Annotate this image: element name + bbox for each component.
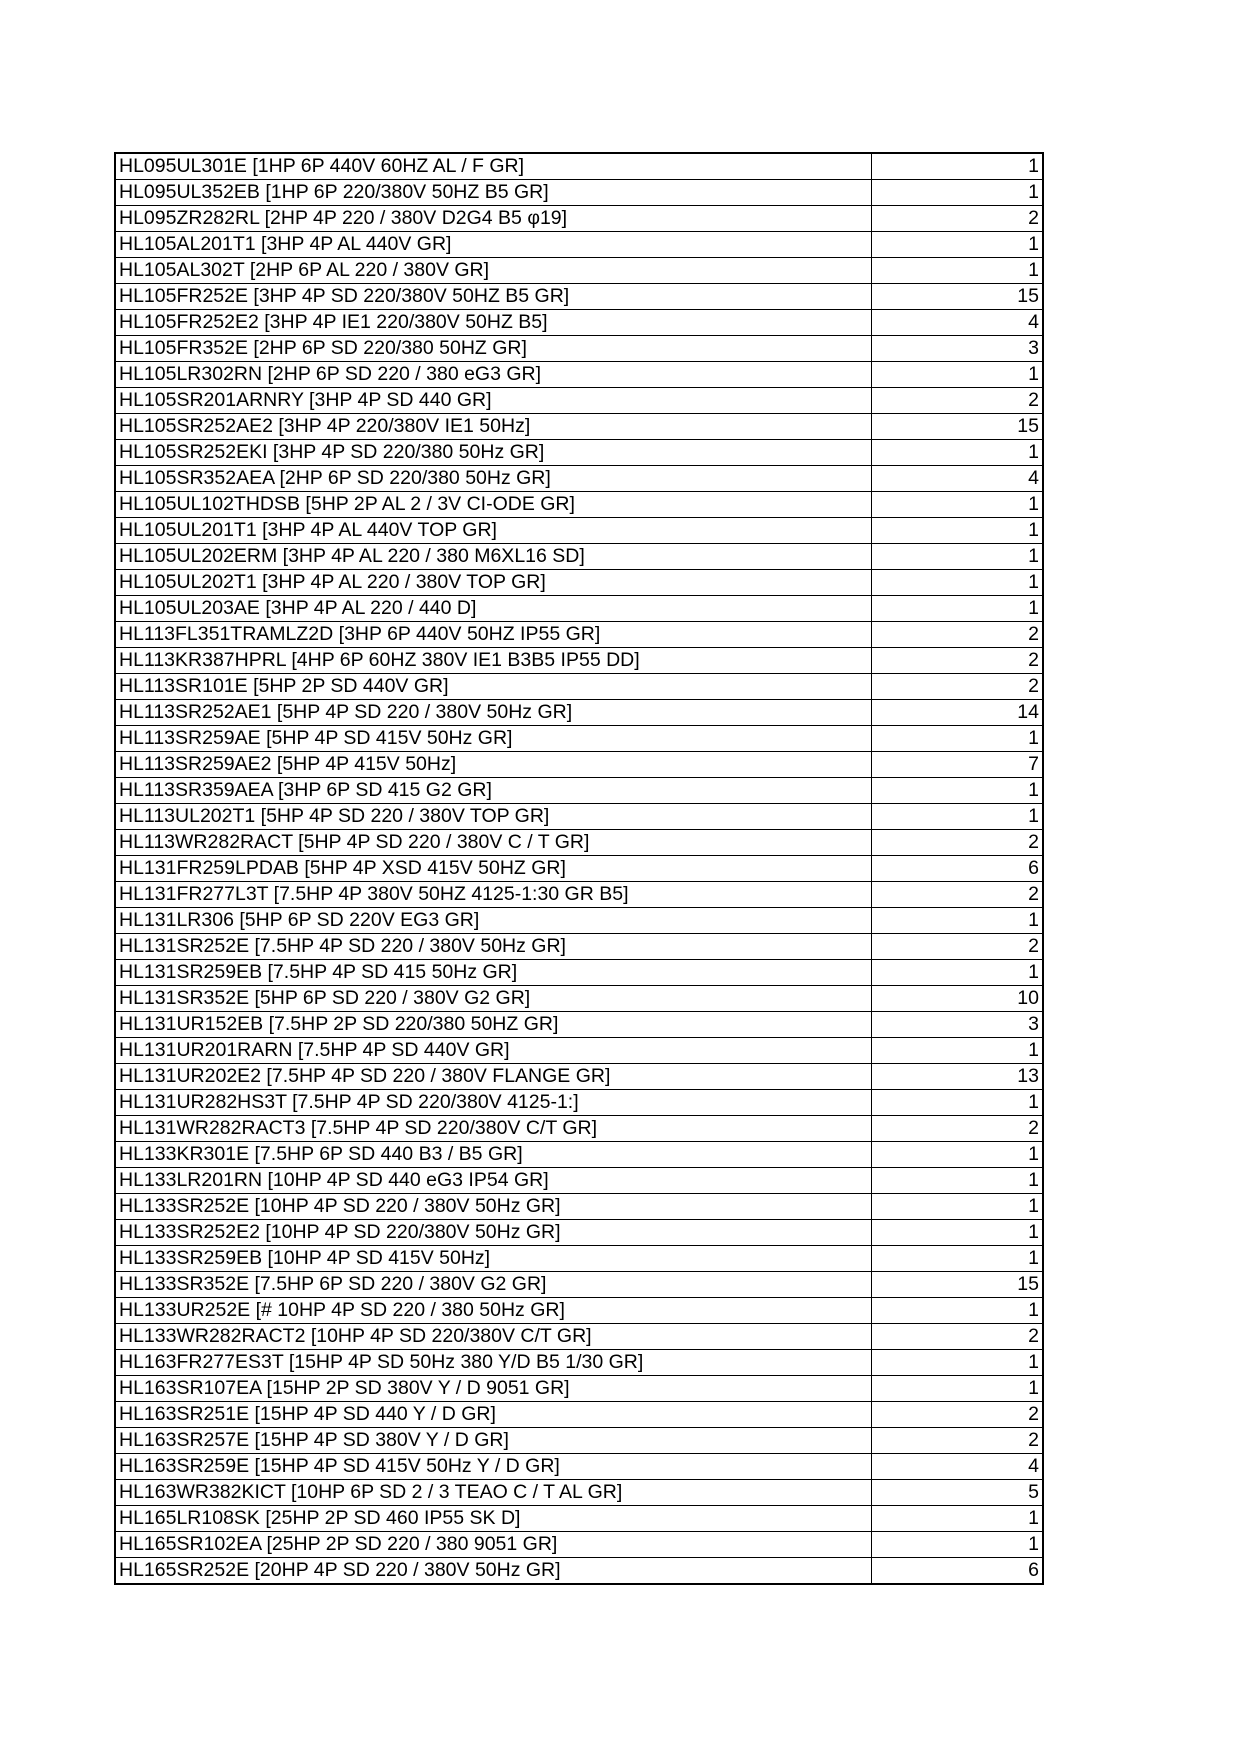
item-quantity: 1 xyxy=(871,518,1043,544)
item-description: HL163SR251E [15HP 4P SD 440 Y / D GR] xyxy=(115,1402,871,1428)
item-quantity: 2 xyxy=(871,1116,1043,1142)
item-quantity: 1 xyxy=(871,1038,1043,1064)
item-quantity: 2 xyxy=(871,206,1043,232)
item-quantity: 2 xyxy=(871,1402,1043,1428)
table-row xyxy=(115,908,1043,934)
table-row xyxy=(115,674,1043,700)
table-row xyxy=(115,414,1043,440)
item-quantity: 1 xyxy=(871,778,1043,804)
table-row xyxy=(115,778,1043,804)
table-row xyxy=(115,1038,1043,1064)
item-description: HL105FR252E [3HP 4P SD 220/380V 50HZ B5 GR] xyxy=(115,284,871,310)
item-quantity: 3 xyxy=(871,1012,1043,1038)
item-description: HL105AL302T [2HP 6P AL 220 / 380V GR] xyxy=(115,258,871,284)
table-row xyxy=(115,310,1043,336)
table-row xyxy=(115,518,1043,544)
item-description: HL113UL202T1 [5HP 4P SD 220 / 380V TOP GR] xyxy=(115,804,871,830)
item-quantity: 1 xyxy=(871,570,1043,596)
item-quantity: 1 xyxy=(871,362,1043,388)
table-row xyxy=(115,934,1043,960)
table-row xyxy=(115,1090,1043,1116)
item-quantity: 2 xyxy=(871,882,1043,908)
table-row xyxy=(115,622,1043,648)
item-description: HL113SR101E [5HP 2P SD 440V GR] xyxy=(115,674,871,700)
item-description: HL133WR282RACT2 [10HP 4P SD 220/380V C/T GR] xyxy=(115,1324,871,1350)
table-row xyxy=(115,726,1043,752)
table-row xyxy=(115,596,1043,622)
table-row xyxy=(115,1428,1043,1454)
item-description: HL131LR306 [5HP 6P SD 220V EG3 GR] xyxy=(115,908,871,934)
table-row xyxy=(115,466,1043,492)
table-row xyxy=(115,180,1043,206)
table-row xyxy=(115,362,1043,388)
table-row xyxy=(115,232,1043,258)
item-description: HL131UR202E2 [7.5HP 4P SD 220 / 380V FLANGE GR] xyxy=(115,1064,871,1090)
table-row xyxy=(115,1480,1043,1506)
item-description: HL113KR387HPRL [4HP 6P 60HZ 380V IE1 B3B5 IP55 DD] xyxy=(115,648,871,674)
item-quantity: 1 xyxy=(871,1298,1043,1324)
table-row xyxy=(115,856,1043,882)
item-quantity: 2 xyxy=(871,934,1043,960)
item-description: HL131SR259EB [7.5HP 4P SD 415 50Hz GR] xyxy=(115,960,871,986)
item-quantity: 1 xyxy=(871,1142,1043,1168)
item-quantity: 2 xyxy=(871,674,1043,700)
table-row xyxy=(115,1558,1043,1585)
table-row xyxy=(115,1064,1043,1090)
item-quantity: 14 xyxy=(871,700,1043,726)
item-description: HL163WR382KICT [10HP 6P SD 2 / 3 TEAO C / T AL GR] xyxy=(115,1480,871,1506)
table-row xyxy=(115,986,1043,1012)
item-quantity: 2 xyxy=(871,1428,1043,1454)
item-quantity: 4 xyxy=(871,466,1043,492)
item-quantity: 1 xyxy=(871,596,1043,622)
table-row xyxy=(115,258,1043,284)
item-quantity: 1 xyxy=(871,1220,1043,1246)
table-row xyxy=(115,1194,1043,1220)
item-description: HL131SR352E [5HP 6P SD 220 / 380V G2 GR] xyxy=(115,986,871,1012)
item-description: HL133SR259EB [10HP 4P SD 415V 50Hz] xyxy=(115,1246,871,1272)
item-description: HL131FR277L3T [7.5HP 4P 380V 50HZ 4125-1:30 GR B5] xyxy=(115,882,871,908)
table-row xyxy=(115,882,1043,908)
item-description: HL133KR301E [7.5HP 6P SD 440 B3 / B5 GR] xyxy=(115,1142,871,1168)
table-row xyxy=(115,648,1043,674)
item-description: HL163SR107EA [15HP 2P SD 380V Y / D 9051 GR] xyxy=(115,1376,871,1402)
item-quantity: 1 xyxy=(871,1090,1043,1116)
item-description: HL105UL201T1 [3HP 4P AL 440V TOP GR] xyxy=(115,518,871,544)
item-description: HL105UL102THDSB [5HP 2P AL 2 / 3V CI-ODE GR] xyxy=(115,492,871,518)
table-row xyxy=(115,336,1043,362)
table-row xyxy=(115,1506,1043,1532)
item-quantity: 15 xyxy=(871,284,1043,310)
item-quantity: 1 xyxy=(871,153,1043,180)
table-row xyxy=(115,1246,1043,1272)
item-description: HL095ZR282RL [2HP 4P 220 / 380V D2G4 B5 φ19] xyxy=(115,206,871,232)
item-description: HL163SR257E [15HP 4P SD 380V Y / D GR] xyxy=(115,1428,871,1454)
table-row xyxy=(115,440,1043,466)
table-row xyxy=(115,1272,1043,1298)
item-description: HL133SR352E [7.5HP 6P SD 220 / 380V G2 GR] xyxy=(115,1272,871,1298)
item-quantity: 4 xyxy=(871,310,1043,336)
item-description: HL133LR201RN [10HP 4P SD 440 eG3 IP54 GR] xyxy=(115,1168,871,1194)
table-row xyxy=(115,1454,1043,1480)
table-row xyxy=(115,1116,1043,1142)
item-description: HL165SR102EA [25HP 2P SD 220 / 380 9051 GR] xyxy=(115,1532,871,1558)
item-quantity: 1 xyxy=(871,804,1043,830)
table-row xyxy=(115,1532,1043,1558)
item-quantity: 3 xyxy=(871,336,1043,362)
inventory-table xyxy=(114,152,1044,1585)
item-quantity: 2 xyxy=(871,622,1043,648)
item-quantity: 1 xyxy=(871,232,1043,258)
table-row xyxy=(115,1142,1043,1168)
table-row xyxy=(115,388,1043,414)
item-quantity: 1 xyxy=(871,1376,1043,1402)
item-quantity: 1 xyxy=(871,440,1043,466)
item-description: HL105FR252E2 [3HP 4P IE1 220/380V 50HZ B5] xyxy=(115,310,871,336)
item-quantity: 1 xyxy=(871,1350,1043,1376)
item-description: HL105UL202ERM [3HP 4P AL 220 / 380 M6XL16 SD] xyxy=(115,544,871,570)
item-description: HL131UR152EB [7.5HP 2P SD 220/380 50HZ GR] xyxy=(115,1012,871,1038)
item-description: HL133SR252E [10HP 4P SD 220 / 380V 50Hz GR] xyxy=(115,1194,871,1220)
item-description: HL133UR252E [# 10HP 4P SD 220 / 380 50Hz GR] xyxy=(115,1298,871,1324)
item-quantity: 13 xyxy=(871,1064,1043,1090)
item-quantity: 6 xyxy=(871,1558,1043,1585)
item-quantity: 1 xyxy=(871,1194,1043,1220)
item-description: HL105SR252EKI [3HP 4P SD 220/380 50Hz GR] xyxy=(115,440,871,466)
table-row xyxy=(115,700,1043,726)
table-row xyxy=(115,804,1043,830)
item-description: HL131UR282HS3T [7.5HP 4P SD 220/380V 4125-1:] xyxy=(115,1090,871,1116)
item-description: HL131SR252E [7.5HP 4P SD 220 / 380V 50Hz GR] xyxy=(115,934,871,960)
item-description: HL113SR252AE1 [5HP 4P SD 220 / 380V 50Hz GR] xyxy=(115,700,871,726)
table-row xyxy=(115,830,1043,856)
item-quantity: 15 xyxy=(871,1272,1043,1298)
item-quantity: 1 xyxy=(871,492,1043,518)
table-row xyxy=(115,752,1043,778)
item-description: HL163SR259E [15HP 4P SD 415V 50Hz Y / D GR] xyxy=(115,1454,871,1480)
item-quantity: 1 xyxy=(871,544,1043,570)
item-description: HL131FR259LPDAB [5HP 4P XSD 415V 50HZ GR] xyxy=(115,856,871,882)
item-description: HL113SR359AEA [3HP 6P SD 415 G2 GR] xyxy=(115,778,871,804)
table-row xyxy=(115,570,1043,596)
table-row xyxy=(115,206,1043,232)
table-row xyxy=(115,544,1043,570)
item-description: HL113WR282RACT [5HP 4P SD 220 / 380V C / T GR] xyxy=(115,830,871,856)
item-description: HL165LR108SK [25HP 2P SD 460 IP55 SK D] xyxy=(115,1506,871,1532)
item-description: HL113SR259AE [5HP 4P SD 415V 50Hz GR] xyxy=(115,726,871,752)
table-row xyxy=(115,1402,1043,1428)
item-description: HL113SR259AE2 [5HP 4P 415V 50Hz] xyxy=(115,752,871,778)
item-quantity: 2 xyxy=(871,1324,1043,1350)
item-description: HL105UL203AE [3HP 4P AL 220 / 440 D] xyxy=(115,596,871,622)
item-description: HL105FR352E [2HP 6P SD 220/380 50HZ GR] xyxy=(115,336,871,362)
item-quantity: 10 xyxy=(871,986,1043,1012)
item-description: HL105SR201ARNRY [3HP 4P SD 440 GR] xyxy=(115,388,871,414)
item-description: HL163FR277ES3T [15HP 4P SD 50Hz 380 Y/D B5 1/30 GR] xyxy=(115,1350,871,1376)
item-description: HL105SR352AEA [2HP 6P SD 220/380 50Hz GR] xyxy=(115,466,871,492)
item-quantity: 1 xyxy=(871,1246,1043,1272)
item-quantity: 5 xyxy=(871,1480,1043,1506)
table-row xyxy=(115,960,1043,986)
item-description: HL095UL301E [1HP 6P 440V 60HZ AL / F GR] xyxy=(115,153,871,180)
item-quantity: 2 xyxy=(871,830,1043,856)
item-description: HL133SR252E2 [10HP 4P SD 220/380V 50Hz GR] xyxy=(115,1220,871,1246)
item-quantity: 1 xyxy=(871,258,1043,284)
item-quantity: 1 xyxy=(871,960,1043,986)
item-quantity: 4 xyxy=(871,1454,1043,1480)
item-description: HL105LR302RN [2HP 6P SD 220 / 380 eG3 GR] xyxy=(115,362,871,388)
table-row xyxy=(115,1012,1043,1038)
item-description: HL131WR282RACT3 [7.5HP 4P SD 220/380V C/T GR] xyxy=(115,1116,871,1142)
item-quantity: 1 xyxy=(871,1532,1043,1558)
item-description: HL105UL202T1 [3HP 4P AL 220 / 380V TOP GR] xyxy=(115,570,871,596)
item-quantity: 1 xyxy=(871,1168,1043,1194)
item-quantity: 1 xyxy=(871,908,1043,934)
table-row xyxy=(115,284,1043,310)
table-row xyxy=(115,1298,1043,1324)
table-row xyxy=(115,153,1043,180)
item-quantity: 2 xyxy=(871,648,1043,674)
item-description: HL105SR252AE2 [3HP 4P 220/380V IE1 50Hz] xyxy=(115,414,871,440)
item-quantity: 7 xyxy=(871,752,1043,778)
item-description: HL113FL351TRAMLZ2D [3HP 6P 440V 50HZ IP55 GR] xyxy=(115,622,871,648)
item-quantity: 2 xyxy=(871,388,1043,414)
item-quantity: 1 xyxy=(871,1506,1043,1532)
table-row xyxy=(115,1376,1043,1402)
table-row xyxy=(115,492,1043,518)
item-quantity: 15 xyxy=(871,414,1043,440)
item-description: HL105AL201T1 [3HP 4P AL 440V GR] xyxy=(115,232,871,258)
item-description: HL095UL352EB [1HP 6P 220/380V 50HZ B5 GR] xyxy=(115,180,871,206)
table-row xyxy=(115,1220,1043,1246)
table-row xyxy=(115,1324,1043,1350)
item-description: HL165SR252E [20HP 4P SD 220 / 380V 50Hz GR] xyxy=(115,1558,871,1585)
item-quantity: 1 xyxy=(871,726,1043,752)
item-quantity: 1 xyxy=(871,180,1043,206)
item-description: HL131UR201RARN [7.5HP 4P SD 440V GR] xyxy=(115,1038,871,1064)
inventory-table-body xyxy=(115,153,1043,1584)
table-row xyxy=(115,1168,1043,1194)
item-quantity: 6 xyxy=(871,856,1043,882)
table-row xyxy=(115,1350,1043,1376)
